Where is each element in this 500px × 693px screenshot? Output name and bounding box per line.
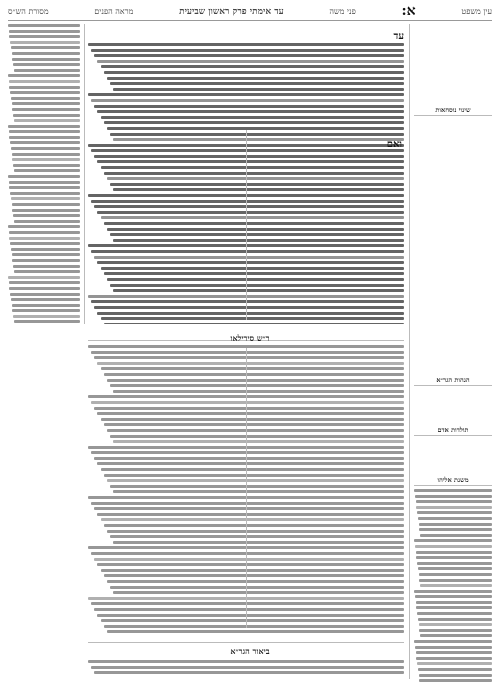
text-line	[104, 625, 404, 628]
text-line	[9, 136, 80, 139]
text-line	[110, 586, 404, 589]
text-line	[104, 172, 404, 175]
text-line	[9, 281, 80, 284]
text-line	[113, 239, 404, 242]
text-line	[107, 429, 404, 432]
text-line	[414, 489, 492, 492]
text-line	[11, 46, 80, 49]
text-line	[97, 60, 404, 63]
text-line	[110, 82, 404, 85]
text-line	[12, 58, 80, 61]
text-line	[13, 114, 80, 117]
text-line	[97, 211, 404, 214]
text-line	[107, 177, 404, 180]
opening-word-2: ואם	[386, 139, 402, 150]
text-line	[420, 534, 492, 537]
text-line	[97, 160, 404, 163]
text-line	[94, 507, 404, 510]
text-line	[11, 147, 80, 150]
text-line	[419, 528, 492, 531]
text-line	[94, 558, 404, 561]
section-heading-mishnat: משנת אליהו	[414, 476, 492, 486]
text-line	[110, 284, 404, 287]
text-line	[420, 584, 492, 587]
section-heading-hagahot: הגהות הגר״א	[414, 376, 492, 386]
text-line	[9, 35, 80, 38]
text-line	[107, 580, 404, 583]
text-line	[419, 674, 492, 677]
text-line	[113, 490, 404, 493]
text-line	[416, 500, 492, 503]
text-line	[9, 80, 80, 83]
biur-hagra-heading: ביאור הגר״א	[230, 646, 270, 656]
text-line	[97, 563, 404, 566]
text-line	[91, 250, 404, 253]
text-line	[104, 323, 404, 324]
text-line	[12, 209, 80, 212]
header-right: עין משפט	[461, 6, 492, 16]
text-line	[14, 69, 80, 72]
text-line	[9, 231, 80, 234]
text-line	[91, 502, 404, 505]
text-line	[419, 629, 492, 632]
text-line	[110, 435, 404, 438]
text-line	[101, 116, 404, 119]
text-line	[8, 125, 80, 128]
text-line	[97, 614, 404, 617]
text-line	[417, 662, 492, 665]
text-line	[97, 312, 404, 315]
text-line	[104, 272, 404, 275]
text-line	[13, 63, 80, 66]
text-line	[417, 511, 492, 514]
text-line	[91, 666, 404, 669]
text-line	[110, 233, 404, 236]
text-line	[110, 183, 404, 186]
text-line	[416, 651, 492, 654]
text-line	[9, 130, 80, 133]
text-line	[107, 127, 404, 130]
text-line	[12, 52, 80, 55]
text-line	[414, 590, 492, 593]
text-line	[94, 155, 404, 158]
inner-opening	[252, 132, 402, 151]
text-line	[415, 595, 492, 598]
text-line	[91, 451, 404, 454]
text-line	[8, 276, 80, 279]
text-line	[104, 474, 404, 477]
text-line	[12, 158, 80, 161]
chapter-title: עד אימתי פרק ראשון שביעית	[179, 6, 284, 17]
text-line	[113, 88, 404, 91]
text-line	[113, 440, 404, 443]
text-line	[11, 248, 80, 251]
text-line	[104, 524, 404, 527]
text-line	[91, 49, 404, 52]
text-line	[88, 660, 404, 663]
text-line	[10, 242, 80, 245]
text-line	[8, 74, 80, 77]
text-line	[101, 569, 404, 572]
text-line	[415, 545, 492, 548]
text-line	[104, 423, 404, 426]
text-line	[113, 591, 404, 594]
text-line	[9, 86, 80, 89]
text-line	[9, 186, 80, 189]
text-line	[10, 192, 80, 195]
text-line	[415, 495, 492, 498]
text-line	[12, 108, 80, 111]
text-line	[107, 379, 404, 382]
text-line	[101, 619, 404, 622]
text-line	[414, 539, 492, 542]
text-line	[94, 256, 404, 259]
text-line	[416, 506, 492, 509]
footer-rule	[88, 642, 404, 643]
text-line	[419, 679, 492, 682]
text-line	[14, 270, 80, 273]
text-line	[13, 265, 80, 268]
text-line	[113, 541, 404, 544]
text-line	[94, 306, 404, 309]
text-line	[419, 623, 492, 626]
text-line	[104, 574, 404, 577]
text-line	[91, 401, 404, 404]
text-line	[416, 657, 492, 660]
text-line	[110, 485, 404, 488]
text-line	[9, 181, 80, 184]
text-line	[94, 407, 404, 410]
text-line	[91, 200, 404, 203]
center-column-divider	[246, 130, 247, 320]
text-line	[97, 412, 404, 415]
header-left: מסורת הש״ס	[8, 6, 49, 16]
text-line	[104, 373, 404, 376]
text-line	[101, 65, 404, 68]
text-line	[101, 166, 404, 169]
text-line	[91, 552, 404, 555]
text-line	[417, 612, 492, 615]
text-line	[113, 188, 404, 191]
left-column-divider	[84, 24, 85, 324]
text-line	[113, 390, 404, 393]
text-line	[107, 278, 404, 281]
text-line	[94, 608, 404, 611]
text-line	[101, 317, 404, 320]
text-line	[8, 175, 80, 178]
text-line	[110, 535, 404, 538]
right-column-divider	[409, 24, 410, 679]
text-line	[416, 606, 492, 609]
text-line	[418, 618, 492, 621]
text-line	[97, 110, 404, 113]
text-line	[418, 668, 492, 671]
text-line	[101, 418, 404, 421]
text-line	[104, 71, 404, 74]
commentary-label: מראה הפנים	[94, 6, 134, 16]
text-line	[418, 517, 492, 520]
text-line	[419, 579, 492, 582]
text-line	[107, 77, 404, 80]
text-line	[12, 153, 80, 156]
text-line	[12, 259, 80, 262]
text-line	[415, 646, 492, 649]
section-heading-toldot: תולדות אדם	[414, 426, 492, 436]
text-line	[416, 551, 492, 554]
text-line	[418, 567, 492, 570]
folio-letter: א:	[401, 2, 416, 19]
text-line	[14, 220, 80, 223]
footer-text	[88, 660, 404, 684]
text-line	[101, 367, 404, 370]
rash-sirilio-heading: ר״ש סירילאו	[230, 333, 270, 343]
opening-word: עד	[393, 31, 404, 42]
text-line	[10, 141, 80, 144]
text-line	[91, 300, 404, 303]
text-line	[94, 205, 404, 208]
text-line	[9, 287, 80, 290]
text-line	[110, 384, 404, 387]
text-line	[91, 99, 404, 102]
text-line	[416, 556, 492, 559]
text-line	[94, 54, 404, 57]
text-line	[13, 315, 80, 318]
text-line	[97, 462, 404, 465]
section-heading-shinuy: שינוי נוסחאות	[414, 106, 492, 116]
text-line	[97, 261, 404, 264]
text-line	[10, 41, 80, 44]
text-line	[91, 602, 404, 605]
text-line	[14, 169, 80, 172]
text-line	[88, 93, 404, 96]
text-line	[101, 518, 404, 521]
text-line	[8, 225, 80, 228]
text-line	[8, 24, 80, 27]
text-line	[9, 30, 80, 33]
text-line	[12, 203, 80, 206]
text-line	[13, 214, 80, 217]
page-header	[8, 4, 492, 18]
text-line	[88, 43, 404, 46]
text-line	[113, 289, 404, 292]
text-line	[97, 362, 404, 365]
text-line	[419, 523, 492, 526]
text-line	[14, 119, 80, 122]
text-line	[107, 228, 404, 231]
text-line	[94, 671, 404, 674]
right-margin-column	[414, 24, 492, 684]
text-line	[97, 513, 404, 516]
text-line	[101, 468, 404, 471]
text-line	[419, 573, 492, 576]
text-line	[11, 298, 80, 301]
text-line	[107, 530, 404, 533]
text-line	[107, 630, 404, 633]
text-line	[94, 457, 404, 460]
text-line	[104, 121, 404, 124]
text-line	[91, 351, 404, 354]
header-rule	[8, 20, 492, 21]
text-line	[14, 320, 80, 323]
text-line	[11, 97, 80, 100]
text-line	[13, 164, 80, 167]
text-line	[101, 216, 404, 219]
text-line	[12, 304, 80, 307]
text-line	[417, 562, 492, 565]
text-line	[10, 91, 80, 94]
text-line	[94, 356, 404, 359]
text-line	[107, 479, 404, 482]
text-line	[9, 237, 80, 240]
text-line	[12, 309, 80, 312]
lower-column-divider	[246, 348, 247, 628]
text-line	[11, 197, 80, 200]
text-line	[420, 634, 492, 637]
text-line	[94, 105, 404, 108]
text-line	[416, 601, 492, 604]
text-line	[414, 640, 492, 643]
left-margin-column	[8, 24, 80, 324]
mishna-label: פני משה	[329, 6, 356, 16]
text-line	[10, 293, 80, 296]
text-line	[104, 222, 404, 225]
text-line	[12, 102, 80, 105]
text-line	[12, 253, 80, 256]
text-line	[101, 267, 404, 270]
